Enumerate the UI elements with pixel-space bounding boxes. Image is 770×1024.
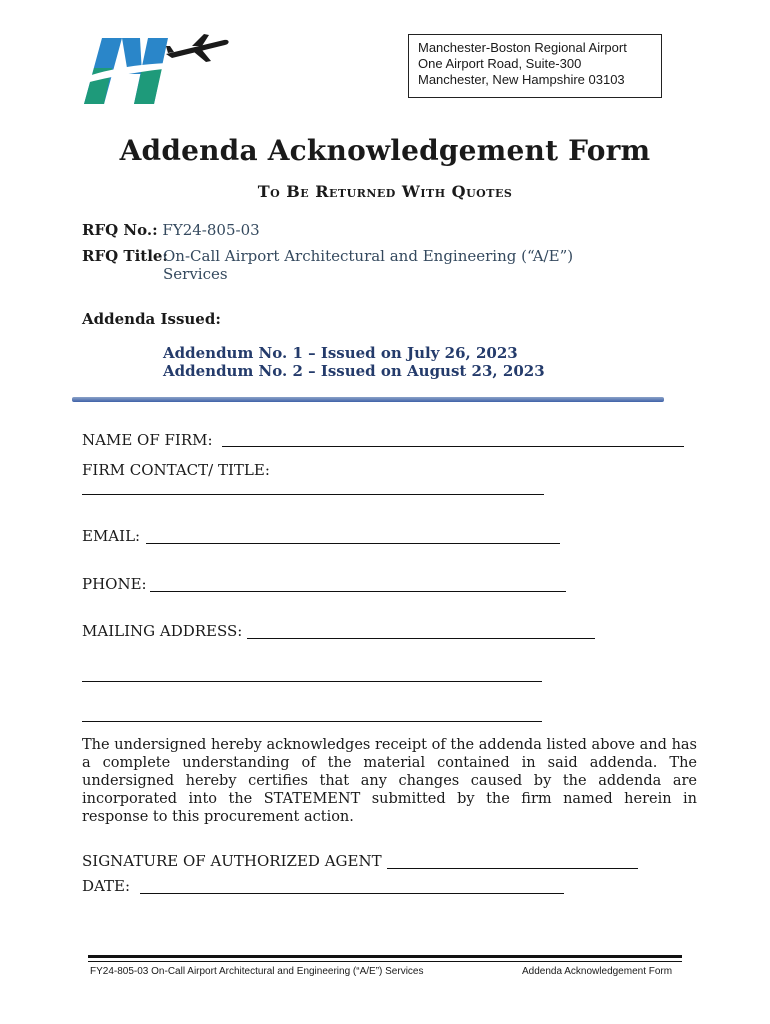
date-line[interactable] [140,893,564,894]
rfq-no [82,221,260,239]
mailing-address-line-2[interactable] [82,681,542,682]
form-subtitle: To Be Returned With Quotes [257,182,513,201]
address-line-3: Manchester, New Hampshire 03103 [418,72,625,87]
addendum-item: Addendum No. 1 – Issued on July 26, 2023 [163,344,518,362]
footer-left-text: FY24-805-03 On-Call Airport Architectural and Engineering (“A/E”) Services [90,966,424,977]
rfq-no-value: FY24-805-03 [162,221,260,239]
manchester-airport-logo [82,34,232,108]
section-divider [72,397,664,402]
email-line[interactable] [146,543,560,544]
phone-label: PHONE: [82,575,147,593]
rfq-title-label: RFQ Title: [82,247,168,265]
firm-contact-line[interactable] [82,494,544,495]
addendum-item: Addendum No. 2 – Issued on August 23, 2023 [163,362,545,380]
address-line-1: Manchester-Boston Regional Airport [418,40,627,55]
footer-rule-thin [88,961,682,962]
rfq-no-label: RFQ No.: [82,221,158,239]
footer-right-text: Addenda Acknowledgement Form [522,966,673,977]
address-line-2: One Airport Road, Suite-300 [418,56,582,71]
mailing-address-line-1[interactable] [247,638,595,639]
rfq-title-value: On-Call Airport Architectural and Engineering (“A/E”) Services [163,247,574,283]
signature-line[interactable] [387,868,638,869]
footer-rule-thick [88,955,682,958]
mailing-address-line-3[interactable] [82,721,542,722]
form-title: Addenda Acknowledgement Form [119,134,651,167]
mailing-address-label: MAILING ADDRESS: [82,622,243,640]
firm-contact-label: FIRM CONTACT/ TITLE: [82,461,270,479]
address-box [408,34,662,98]
firm-name-label: NAME OF FIRM: [82,431,213,449]
addenda-issued-label: Addenda Issued: [82,310,221,328]
date-label: DATE: [82,877,131,895]
phone-line[interactable] [150,591,566,592]
firm-name-line[interactable] [222,446,684,447]
signature-label: SIGNATURE OF AUTHORIZED AGENT [82,852,382,870]
acknowledgement-statement: The undersigned hereby acknowledges receipt of the addenda listed above and has a complete understanding of the material contained in said addenda. The undersigned hereby certifies that any changes caused by the addenda are incorporated into the STATEMENT submitted by the firm named herein in response to this procurement action. [82,737,697,825]
email-label: EMAIL: [82,527,141,545]
